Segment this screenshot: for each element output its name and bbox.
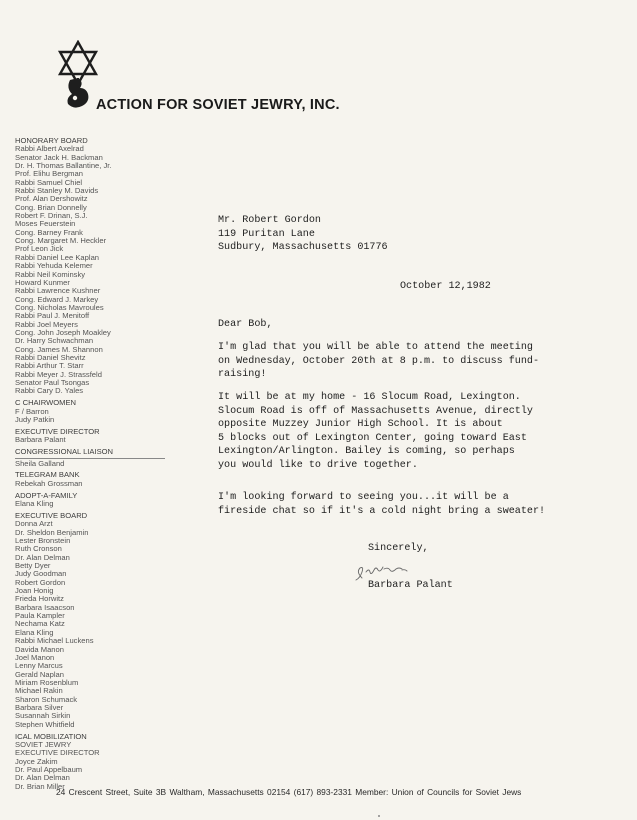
sidebar-heading: TELEGRAM BANK <box>15 470 80 480</box>
sidebar-name: Robert Gordon <box>15 577 66 587</box>
sidebar-name: EXECUTIVE DIRECTOR <box>15 748 100 758</box>
sidebar-section <box>15 399 165 424</box>
sidebar-name: Elana Kling <box>15 627 54 637</box>
footer-address: 24 Crescent Street, Suite 3B Waltham, Massachusetts 02154 (617) 893-2331 Member: Union of Councils for Soviet Jews <box>56 787 522 797</box>
sidebar-name: Howard Kunmer <box>15 277 70 287</box>
paragraph-line: I'm looking forward to seeing you...it will be a <box>218 492 509 503</box>
sidebar-name: Cong. Nicholas Mavroules <box>15 302 104 312</box>
sidebar-name: Dr. Paul Appelbaum <box>15 764 83 774</box>
sidebar-name: Cong. James M. Shannon <box>15 344 103 354</box>
sidebar-name: Rabbi Joel Meyers <box>15 319 78 329</box>
paragraph-line: you would like to drive together. <box>218 459 418 471</box>
sidebar-section <box>15 448 165 468</box>
sidebar-name: Lester Bronstein <box>15 536 71 546</box>
sidebar-name: Joel Manon <box>15 652 55 662</box>
paragraph-line: on Wednesday, October 20th at 8 p.m. to discuss fund- <box>218 355 540 367</box>
sidebar-heading: EXECUTIVE DIRECTOR <box>15 426 100 436</box>
sidebar-name: Davida Manon <box>15 644 64 654</box>
paragraph-line: opposite Muzzey Junior High School. It is about <box>218 419 503 431</box>
paragraph <box>218 341 539 382</box>
signer-name: Barbara Palant <box>368 580 453 591</box>
sidebar-name: Betty Dyer <box>15 561 51 571</box>
organization-name: ACTION FOR SOVIET JEWRY, INC. <box>96 97 340 113</box>
paragraph-line: Slocum Road is off of Massachusetts Avenue, directly <box>218 405 533 417</box>
sidebar-name: Paula Kampler <box>15 611 65 621</box>
salutation: Dear Bob, <box>218 319 273 330</box>
sidebar-name: Senator Jack H. Backman <box>15 152 103 162</box>
sidebar-section <box>15 512 165 729</box>
star-of-david-logo <box>56 40 100 112</box>
paragraph-line: raising! <box>218 369 267 381</box>
sidebar-heading: EXECUTIVE BOARD <box>15 511 88 520</box>
sidebar-name: Rabbi Daniel Shevitz <box>15 352 86 362</box>
sidebar-name: Stephen Whitfield <box>15 719 75 729</box>
paragraph-line: It will be at my home - 16 Slocum Road, Lexington. <box>218 392 521 403</box>
sidebar-name: Senator Paul Tsongas <box>15 377 90 387</box>
sidebar-name: Cong. Margaret M. Heckler <box>15 236 107 246</box>
sidebar-name: Rabbi Lawrence Kushner <box>15 286 101 296</box>
sidebar-name: Joan Honig <box>15 586 54 596</box>
sidebar-name: Susannah Sirkin <box>15 711 71 721</box>
sidebar-name: Cong. Edward J. Markey <box>15 294 99 304</box>
sidebar-name: Robert F. Drinan, S.J. <box>15 211 88 221</box>
sidebar-name: Rabbi Yehuda Kelemer <box>15 261 93 271</box>
sidebar-name: Michael Rakin <box>15 686 63 696</box>
sidebar-name: Gerald Naplan <box>15 669 64 679</box>
sidebar-name: Rabbi Cary D. Yales <box>15 386 84 396</box>
sidebar-heading: ADOPT-A-FAMILY <box>15 490 78 500</box>
sidebar-name: Sheila Galland <box>15 458 65 468</box>
sidebar-name: Barbara Silver <box>15 702 64 712</box>
sidebar-name: Ruth Cronson <box>15 544 62 554</box>
sidebar-name: Rabbi Albert Axelrad <box>15 144 84 154</box>
sidebar-name: Dr. Alan Delman <box>15 552 70 562</box>
sidebar-name: Judy Goodman <box>15 569 67 579</box>
sidebar-section <box>15 733 165 791</box>
sidebar-name: Barbara Isaacson <box>15 602 75 612</box>
recipient-line: Sudbury, Massachusetts 01776 <box>218 242 388 254</box>
sidebar-name: Barbara Palant <box>15 435 66 445</box>
sidebar-name: Cong. John Joseph Moakley <box>15 327 111 337</box>
sidebar-section <box>15 471 165 488</box>
sidebar-name: Elana Kling <box>15 499 54 509</box>
sidebar-roster <box>15 137 165 791</box>
sidebar-name: Frieda Horwitz <box>15 594 64 604</box>
sidebar-name: Donna Arzt <box>15 519 53 529</box>
sidebar-name: Joyce Zakim <box>15 756 58 766</box>
recipient-line: 119 Puritan Lane <box>218 228 315 240</box>
recipient-address <box>218 214 388 255</box>
sidebar-name: Prof. Elihu Bergman <box>15 169 83 179</box>
sidebar-name: Sharon Schumack <box>15 694 78 704</box>
sidebar-heading: HONORARY BOARD <box>15 136 88 145</box>
paragraph-line: fireside chat so if it's a cold night bring a sweater! <box>218 505 546 517</box>
sidebar-section <box>15 492 165 509</box>
sidebar-name: Nechama Katz <box>15 619 65 629</box>
sidebar-heading: ICAL MOBILIZATION <box>15 731 87 741</box>
sidebar-name: Dr. Alan Delman <box>15 773 70 783</box>
sidebar-name: Rebekah Grossman <box>15 478 83 488</box>
recipient-line: Mr. Robert Gordon <box>218 215 321 226</box>
sidebar-name: Cong. Barney Frank <box>15 227 83 237</box>
sidebar-name: Cong. Brian Donnelly <box>15 202 87 212</box>
sidebar-name: Miriam Rosenblum <box>15 677 79 687</box>
sidebar-section <box>15 137 165 396</box>
sidebar-heading: CONGRESSIONAL LIAISON <box>15 448 165 458</box>
sidebar-name: Rabbi Stanley M. Davids <box>15 186 99 196</box>
paragraph <box>218 391 533 473</box>
sidebar-name: Rabbi Meyer J. Strassfeld <box>15 369 102 379</box>
letter-date: October 12,1982 <box>400 281 491 292</box>
sidebar-name: Dr. Harry Schwachman <box>15 336 94 346</box>
sidebar-name: Rabbi Paul J. Menitoff <box>15 311 90 321</box>
paragraph-line: Lexington/Arlington. Bailey is coming, so perhaps <box>218 446 515 458</box>
sidebar-name: Moses Feuerstein <box>15 219 76 229</box>
paragraph <box>218 491 545 518</box>
sidebar-name: Rabbi Michael Luckens <box>15 636 94 646</box>
paragraph-line: I'm glad that you will be able to attend the meeting <box>218 342 533 353</box>
sidebar-name: F / Barron <box>15 406 49 416</box>
sidebar-name: SOVIET JEWRY <box>15 739 72 749</box>
sidebar-name: Prof. Alan Dershowitz <box>15 194 88 204</box>
sidebar-name: Rabbi Arthur T. Starr <box>15 361 84 371</box>
paragraph-line: 5 blocks out of Lexington Center, going toward East <box>218 432 527 444</box>
sidebar-name: Dr. Sheldon Benjamin <box>15 527 89 537</box>
sidebar-name: Dr. Brian Miller <box>15 781 65 791</box>
sidebar-heading: C CHAIRWOMEN <box>15 398 77 408</box>
paper-speck <box>378 815 380 817</box>
sidebar-name: Prof Leon Jick <box>15 244 64 254</box>
closing: Sincerely, <box>368 543 429 554</box>
sidebar-name: Rabbi Daniel Lee Kaplan <box>15 252 100 262</box>
sidebar-name: Rabbi Neil Kominsky <box>15 269 86 279</box>
sidebar-name: Lenny Marcus <box>15 661 63 671</box>
sidebar-section <box>15 428 165 445</box>
sidebar-name: Judy Patkin <box>15 414 55 424</box>
sidebar-name: Rabbi Samuel Chiel <box>15 177 83 187</box>
sidebar-name: Dr. H. Thomas Ballantine, Jr. <box>15 161 112 171</box>
handwritten-signature <box>352 558 422 586</box>
